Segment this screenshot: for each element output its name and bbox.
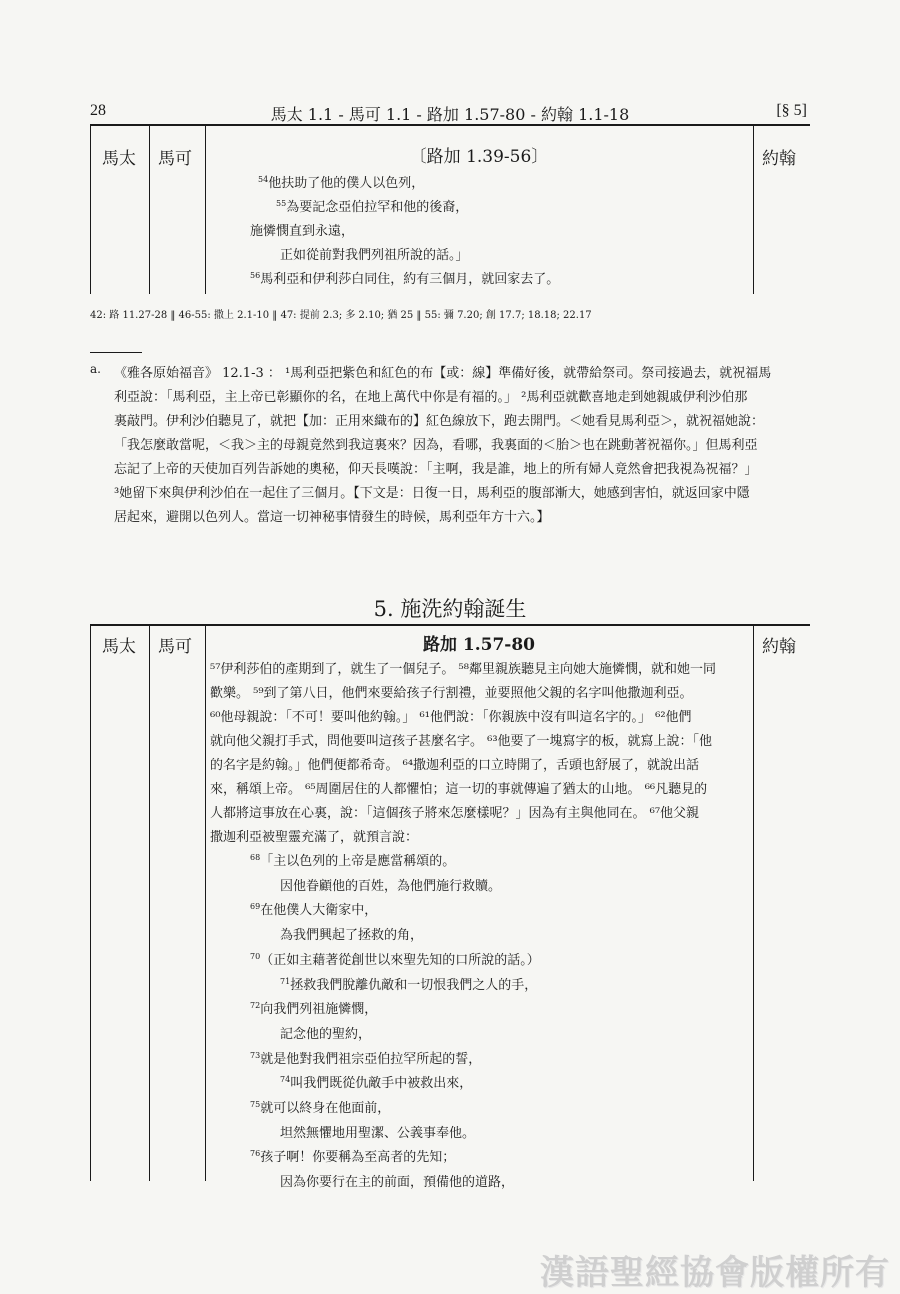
verse-number: 55 xyxy=(276,199,287,208)
verse-number: 76 xyxy=(250,1149,261,1159)
footnote xyxy=(90,362,810,525)
verse-line xyxy=(250,998,377,1017)
verse-line xyxy=(280,1171,514,1190)
running-title: 馬太 1.1 - 馬可 1.1 - 路加 1.57-80 - 約翰 1.1-18 xyxy=(270,105,630,124)
verse-text: 記念他的聖約， xyxy=(280,1026,372,1042)
col-label-matthew: 馬太 xyxy=(102,637,136,657)
table1-title: 〔路加 1.39-56〕 xyxy=(409,147,549,167)
verse-line xyxy=(280,924,423,943)
footnote-line: 裏敲門。伊利沙伯聽見了，就把【加：正用來織布的】紅色線放下，跑去開門。＜她看見馬利亞＞，就祝福她說： xyxy=(114,414,765,429)
verse-text: 因他眷顧他的百姓，為他們施行救贖。 xyxy=(280,878,502,894)
table2-title: 路加 1.57-80 xyxy=(422,635,536,655)
col-matthew xyxy=(90,626,150,1181)
verse-number: 70 xyxy=(250,951,261,961)
footnote-line: 利亞說：「馬利亞，主上帝已彰顯你的名，在地上萬代中你是有福的。」 ²馬利亞就歡喜地走到她親戚伊利沙伯那 xyxy=(114,390,748,405)
verse-line xyxy=(280,974,537,993)
verse-text: 孩子啊！你要稱為至高者的先知； xyxy=(260,1150,456,1166)
verse-text: 施憐憫直到永遠， xyxy=(250,224,355,239)
verse-line xyxy=(250,268,559,287)
footnote-line: 忘記了上帝的天使加百列告訴她的奧秘，仰天長嘆說：「主啊，我是誰，地上的所有婦人竟然會把我視為祝福？」 xyxy=(114,462,758,477)
verse-text: 「主以色列的上帝是應當稱頌的。 xyxy=(260,854,456,869)
synopsis-table-2 xyxy=(90,626,810,1191)
col-label-matthew: 馬太 xyxy=(102,149,136,169)
verse-line xyxy=(280,875,501,894)
prose-line: 的名字是約翰。」他們便都希奇。 ⁶⁴撒迦利亞的口立時開了，舌頭也舒展了，就說出話 xyxy=(210,758,700,773)
verse-text: 向我們列祖施憐憫， xyxy=(260,1002,378,1018)
verse-line xyxy=(250,899,377,918)
verse-line xyxy=(250,1097,390,1116)
verse-text: 正如從前對我們列祖所說的話。」 xyxy=(280,248,469,263)
verse-line xyxy=(276,196,468,215)
footnote-line: 「我怎麼敢當呢，＜我＞主的母親竟然到我這裏來？因為，看哪，我裏面的＜胎＞也在跳動著祝福你。」但馬利亞 xyxy=(114,438,758,453)
verse-text: 因為你要行在主的前面，預備他的道路， xyxy=(280,1175,515,1191)
verse-line xyxy=(280,1072,472,1091)
col-mark xyxy=(148,626,206,1181)
verse-number: 72 xyxy=(250,1001,261,1011)
verse-number: 54 xyxy=(258,175,269,184)
prose-line: 來，稱頌上帝。 ⁶⁵周圍居住的人都懼怕；這一切的事就傳遍了猶太的山地。 ⁶⁶凡聽見的 xyxy=(210,782,708,797)
prose-line: ⁶⁰他母親說：「不可！要叫他約翰。」 ⁶¹他們說：「你親族中沒有叫這名字的。」 ⁶²他們 xyxy=(210,710,692,725)
verse-number: 68 xyxy=(250,853,261,862)
verse-text: 在他僕人大衛家中， xyxy=(260,903,378,919)
verse-line xyxy=(250,850,455,869)
section-ref: [§ 5] xyxy=(776,102,807,119)
verse-number: 71 xyxy=(280,976,291,986)
prose-line: 撒迦利亞被聖靈充滿了，就預言說： xyxy=(210,830,419,845)
footnote-line: ³她留下來與伊利沙伯在一起住了三個月。【下文是：日復一日，馬利亞的腹部漸大，她感到害怕，就返回家中隱 xyxy=(114,486,750,501)
verse-text: 拯救我們脫離仇敵和一切恨我們之人的手， xyxy=(290,977,538,993)
col-label-mark: 馬可 xyxy=(158,637,192,657)
verse-text: （正如主藉著從創世以來聖先知的口所說的話。） xyxy=(260,952,540,968)
prose-line: 就向他父親打手式，問他要叫這孩子甚麼名字。 ⁶³他要了一塊寫字的板，就寫上說：「他 xyxy=(210,734,713,749)
verse-number: 74 xyxy=(280,1075,291,1085)
verse-number: 73 xyxy=(250,1050,261,1060)
verse-line xyxy=(258,172,424,191)
footnote-marker: a. xyxy=(90,362,101,376)
section-title: 5. 施洗約翰誕生 xyxy=(373,597,527,621)
prose-line: 歡樂。 ⁵⁹到了第八日，他們來要給孩子行割禮，並要照他父親的名字叫他撒迦利亞。 xyxy=(210,686,693,701)
verse-number: 69 xyxy=(250,902,261,912)
verse-line xyxy=(280,244,469,263)
footnote-line: 《雅各原始福音》 12.1-3 ： ¹馬利亞把紫色和紅色的布【或：線】準備好後，就帶給祭司。祭司接過去，就祝福馬 xyxy=(114,366,772,381)
verse-number: 75 xyxy=(250,1100,261,1109)
verse-text: 為要記念亞伯拉罕和他的後裔， xyxy=(286,200,469,215)
verse-text: 就是他對我們祖宗亞伯拉罕所起的誓， xyxy=(260,1051,482,1067)
prose-line: 人都將這事放在心裏，說：「這個孩子將來怎麼樣呢？」因為有主與他同在。 ⁶⁷他父親 xyxy=(210,806,700,821)
prose-line: ⁵⁷伊利莎伯的產期到了，就生了一個兒子。 ⁵⁸鄰里親族聽見主向她大施憐憫，就和她一同 xyxy=(210,662,716,677)
verse-text: 就可以終身在他面前， xyxy=(260,1101,391,1116)
verse-number: 56 xyxy=(250,271,261,280)
verse-text: 坦然無懼地用聖潔、公義事奉他。 xyxy=(280,1125,476,1141)
page-number: 28 xyxy=(90,102,106,119)
verse-text: 叫我們既從仇敵手中被救出來， xyxy=(290,1076,473,1092)
verse-text: 他扶助了他的僕人以色列， xyxy=(268,176,425,191)
verse-line xyxy=(250,949,540,968)
verse-line xyxy=(250,1048,481,1067)
col-label-john: 約翰 xyxy=(762,149,796,169)
copyright-watermark: 漢語聖經協會版權所有 xyxy=(540,1253,890,1293)
col-label-mark: 馬可 xyxy=(158,149,192,169)
verse-text: 為我們興起了拯救的角， xyxy=(280,928,424,944)
synopsis-table-1 xyxy=(90,126,810,294)
verse-line xyxy=(280,1122,475,1141)
verse-line xyxy=(250,1146,455,1165)
cross-references: 42: 路 11.27-28 ‖ 46-55: 撒上 2.1-10 ‖ 47: 提前 2.3; 多 2.10; 猶 25 ‖ 55: 彌 7.20; 創 17.7; 18.18; 22.17 xyxy=(90,310,592,321)
verse-text: 馬利亞和伊利莎白同住，約有三個月，就回家去了。 xyxy=(260,272,560,287)
verse-line xyxy=(250,220,354,239)
verse-line xyxy=(280,1023,371,1042)
col-label-john: 約翰 xyxy=(762,637,796,657)
footnote-line: 居起來，避開以色列人。當這一切神秘事情發生的時候，馬利亞年方十六。】 xyxy=(114,510,550,525)
footnote-rule xyxy=(90,352,142,353)
